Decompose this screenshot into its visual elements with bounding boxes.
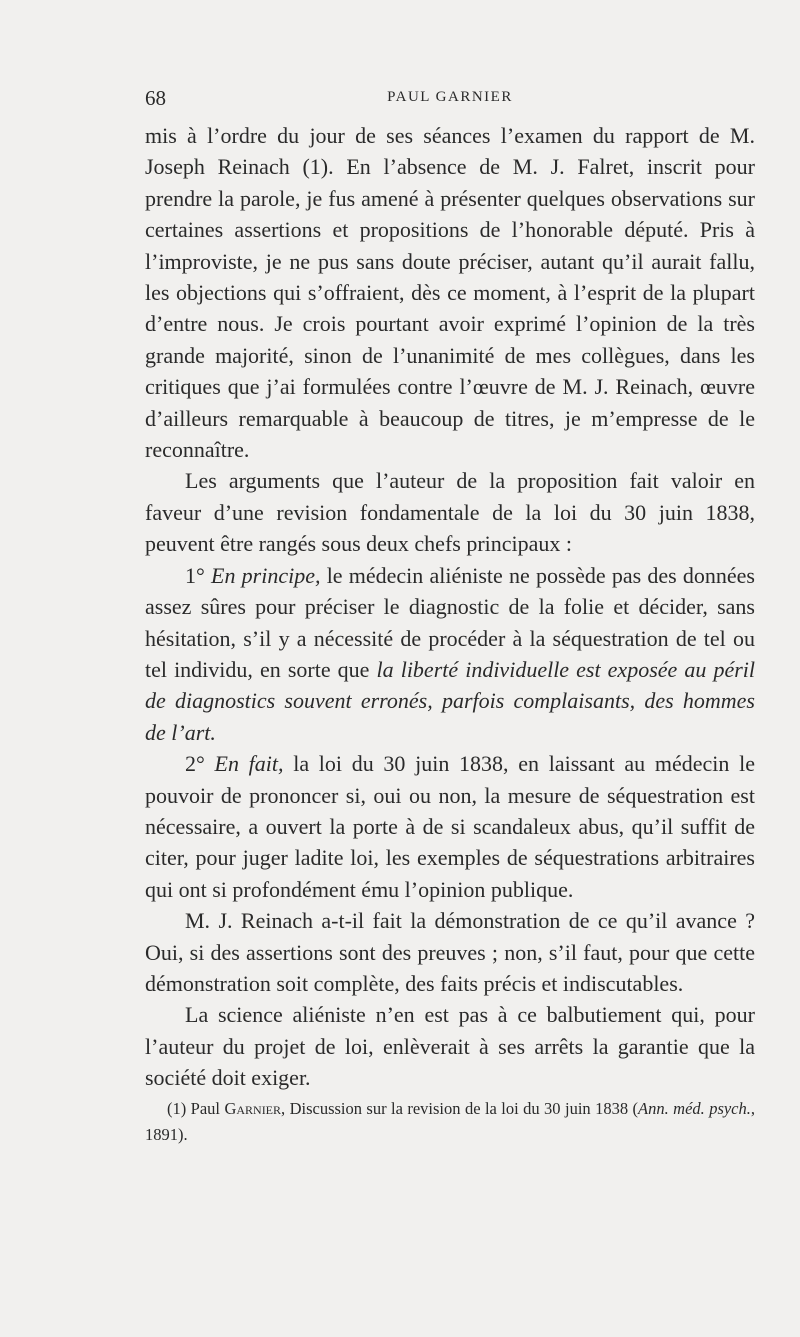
paragraph-2: Les arguments que l’auteur de la proposition fait valoir en faveur d’une revision fondamentale de la loi du 30 juin 1838, peuvent être rangés sous deux chefs principaux : <box>145 468 755 557</box>
footnote-text <box>145 1096 755 1148</box>
paragraph-4 <box>145 748 755 905</box>
paragraph-1: mis à l’ordre du jour de ses séances l’examen du rapport de M. Joseph Reinach (1). En l’absence de M. J. Falret, inscrit pour prendre la parole, je fus amené à présenter quelques observations sur certaines assertions et propositions de l’honorable député. Pris à l’improviste, je ne pus sans doute préciser, autant qu’il aurait fallu, les objections qui s’offraient, dès ce moment, à l’esprit de la plupart d’entre nous. Je crois pourtant avoir exprimé l’opinion de la très grande majorité, sinon de l’unanimité de mes collègues, dans les critiques que j’ai formulées contre l’œuvre de M. J. Reinach, œuvre d’ailleurs remarquable à beaucoup de titres, je m’empresse de le reconnaître. <box>145 123 755 463</box>
page-number: 68 <box>145 86 166 110</box>
footnote-marker: (1) Paul <box>167 1099 225 1118</box>
running-head <box>145 86 755 112</box>
paragraph-4-text: la loi du 30 juin 1838, en laissant au médecin le pouvoir de prononcer si, oui ou non, la mesure de séquestration est nécessaire, a ouvert la porte à de si scandaleux abus, qu’il suffit de citer, pour juger ladite loi, les exemples de séquestrations arbitraires qui ont si profondément ému l’opinion publique. <box>145 751 755 902</box>
paragraph-4-lead: 2° <box>185 751 215 777</box>
paragraph-5: M. J. Reinach a-t-il fait la démonstration de ce qu’il avance ? Oui, si des assertions sont des preuves ; non, s’il faut, pour que cette démonstration soit complète, des faits précis et indiscutables. <box>145 908 755 996</box>
footnote <box>145 1096 755 1148</box>
body-text <box>145 120 755 1094</box>
footnote-author: Garnier <box>224 1099 282 1118</box>
paragraph-4-lead-italic: En fait, <box>214 751 284 777</box>
running-title: PAUL GARNIER <box>387 89 513 105</box>
paragraph-3-lead-italic: En principe, <box>211 562 321 588</box>
footnote-journal: Ann. méd. psych. <box>638 1099 751 1118</box>
paragraph-3-italic: la liberté individuelle est exposée au péril de diagnostics souvent erronés, parfois complaisants, des hommes de l’art. <box>145 656 755 745</box>
paragraph-3-text: le médecin aliéniste ne possède pas des données assez sûres pour préciser le diagnostic de la folie et décider, sans hésitation, s’il y a nécessité de procéder à la séquestration de tel ou tel individu, en sorte que <box>145 562 755 682</box>
paragraph-3 <box>145 560 755 748</box>
paragraph-3-lead: 1° <box>185 562 212 588</box>
footnote-body: , Discussion sur la revision de la loi du 30 juin 1838 ( <box>281 1099 639 1118</box>
paragraph-6: La science aliéniste n’en est pas à ce balbutiement qui, pour l’auteur du projet de loi, enlèverait à ses arrêts la garantie que la société doit exiger. <box>145 1002 755 1091</box>
footnote-year: , 1891). <box>145 1099 756 1144</box>
